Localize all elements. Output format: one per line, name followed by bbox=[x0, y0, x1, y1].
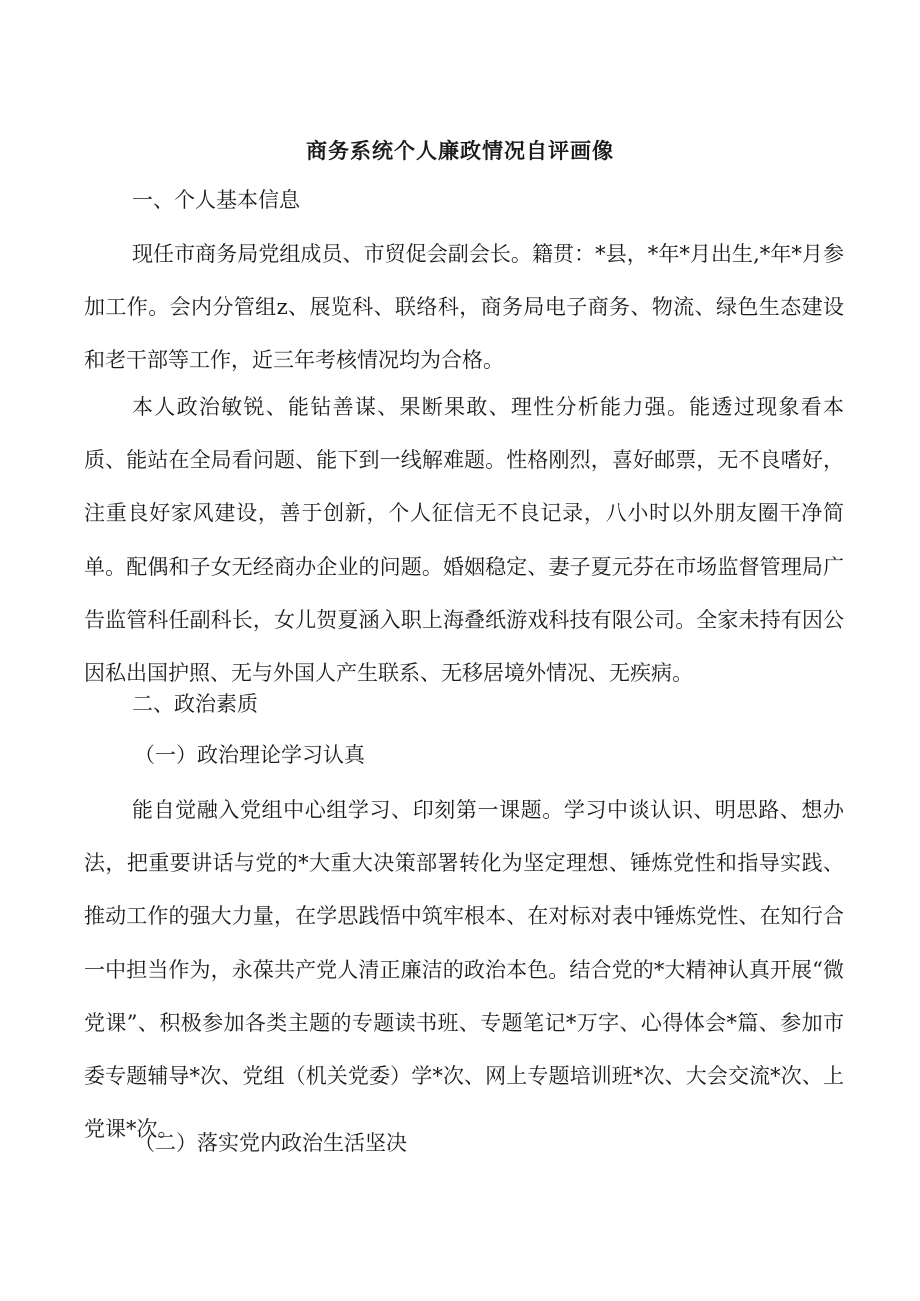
subsection-heading-theory-study: （一）政治理论学习认真 bbox=[134, 743, 365, 767]
document-title: 商务系统个人廉政情况自评画像 bbox=[306, 138, 614, 163]
subsection-heading-party-life: （二）落实党内政治生活坚决 bbox=[134, 1131, 407, 1155]
paragraph-theory-study: 能自觉融入党组中心组学习、印刻第一课题。学习中谈认识、明思路、想办法，把重要讲话与党的*大重大决策部署转化为坚定理想、锤炼党性和指导实践、推动工作的强大力量，在学思践悟中筑牢根本、在对标对表中锤炼党性、在知行合一中担当作为，永葆共产党人清正廉洁的政治本色。结合党的*大精神认真开展“微党课”、积极参加各类主题的专题读书班、专题笔记*万字、心得体会*篇、参加市委专题辅导*次、党组（机关党委）学*次、网上专题培训班*次、大会交流*次、上党课*次。 bbox=[84, 798, 844, 1142]
paragraph-personal-profile: 本人政治敏锐、能钻善谋、果断果敢、理性分析能力强。能透过现象看本质、能站在全局看问题、能下到一线解难题。性格刚烈，喜好邮票，无不良嗜好，注重良好家风建设，善于创新，个人征信无不良记录，八小时以外朋友圈干净简单。配偶和子女无经商办企业的问题。婚姻稳定、妻子夏元芬在市场监督管理局广告监管科任副科长，女儿贺夏涵入职上海叠纸游戏科技有限公司。全家未持有因公因私出国护照、无与外国人产生联系、无移居境外情况、无疾病。 bbox=[84, 395, 844, 686]
section-heading-basic-info: 一、个人基本信息 bbox=[132, 188, 300, 212]
section-heading-political-quality: 二、政治素质 bbox=[132, 692, 258, 716]
paragraph-position-info: 现任市商务局党组成员、市贸促会副会长。籍贯：*县，*年*月出生,*年*月参加工作。会内分管组z、展览科、联络科，商务局电子商务、物流、绿色生态建设和老干部等工作，近三年考核情况均为合格。 bbox=[84, 242, 844, 373]
